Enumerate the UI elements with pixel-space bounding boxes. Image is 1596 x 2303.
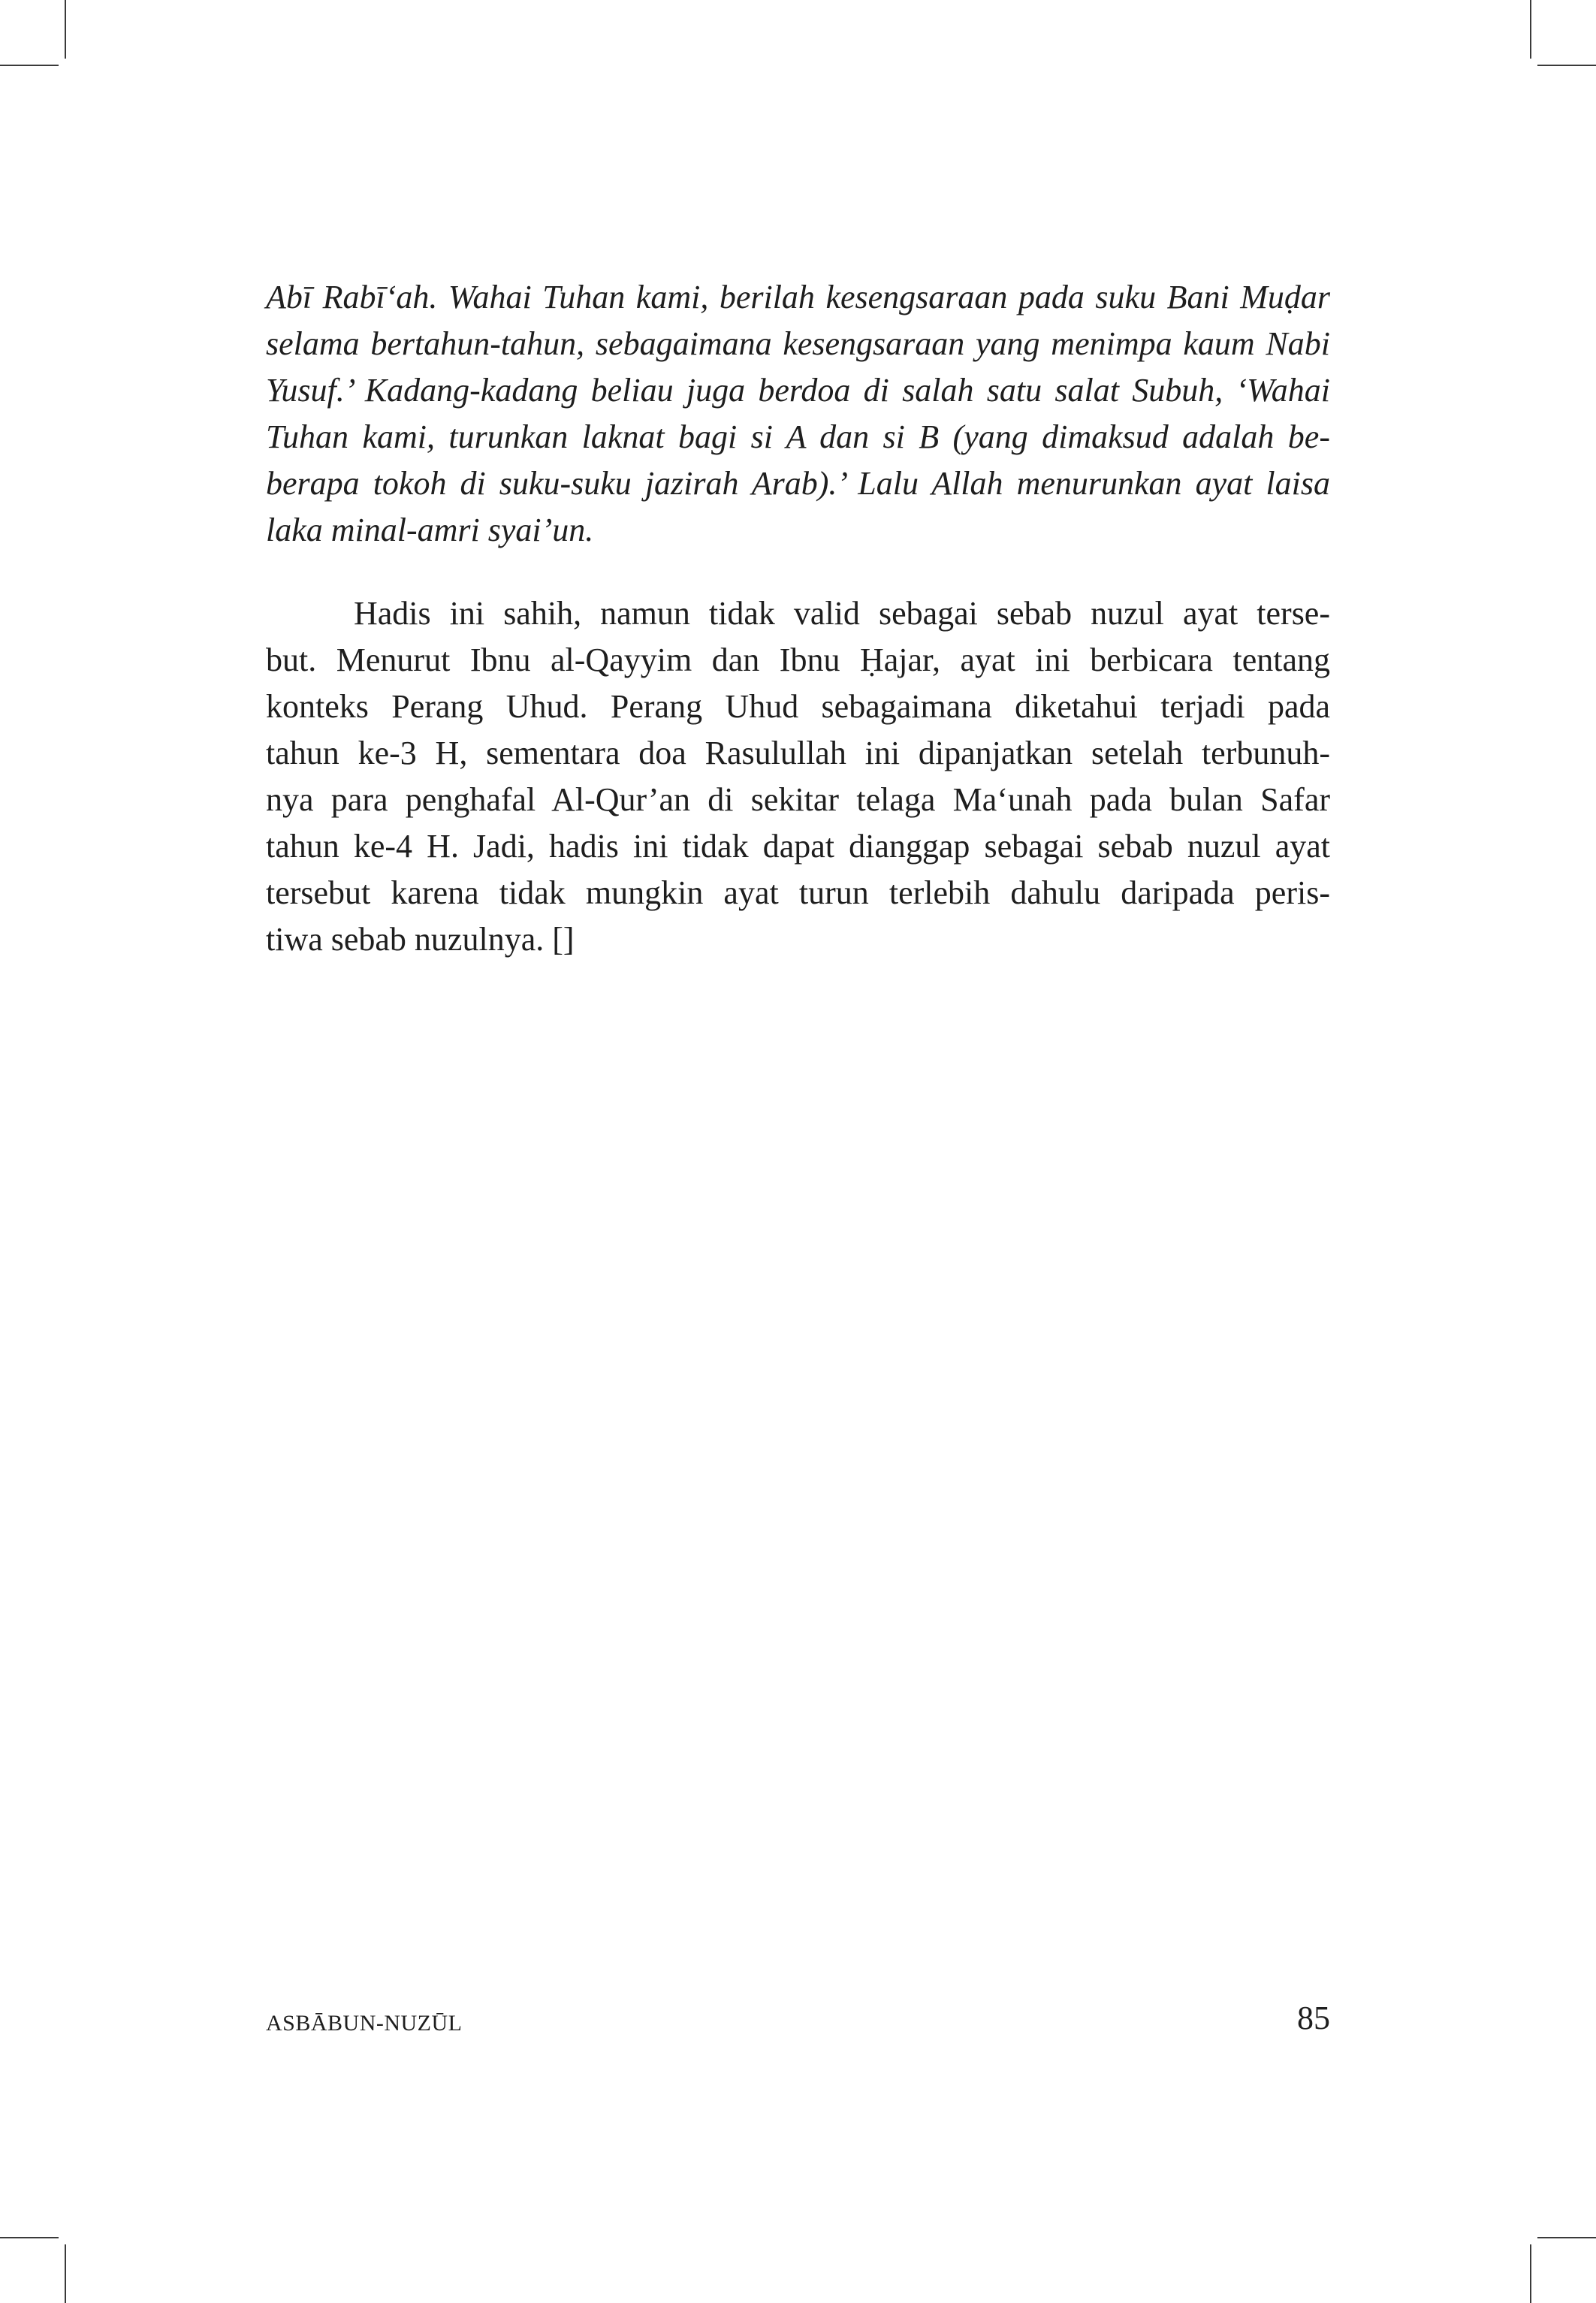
- body-line: tahun ke-4 H. Jadi, hadis ini tidak dapat dianggap sebagai sebab nuzul ayat: [266, 828, 1330, 865]
- crop-mark-top-right-vertical: [1530, 0, 1531, 59]
- body-line: but. Menurut Ibnu al-Qayyim dan Ibnu Ḥajar, ayat ini berbicara tentang: [266, 641, 1330, 678]
- body-line: tersebut karena tidak mungkin ayat turun terlebih dahulu daripada peris-: [266, 874, 1330, 911]
- body-paragraph: [266, 590, 1330, 963]
- crop-mark-bottom-right-vertical: [1530, 2244, 1531, 2303]
- page-number: 85: [1297, 2000, 1330, 2036]
- quote-line: Abī Rabī‘ah. Wahai Tuhan kami, berilah kesengsaraan pada suku Bani Muḍar: [266, 279, 1330, 315]
- body-line: konteks Perang Uhud. Perang Uhud sebagaimana diketahui terjadi pada: [266, 688, 1330, 725]
- quote-paragraph: [266, 274, 1330, 554]
- body-line: tiwa sebab nuzulnya. []: [266, 921, 575, 958]
- body-line: tahun ke-3 H, sementara doa Rasulullah ini dipanjatkan setelah terbunuh-: [266, 735, 1330, 771]
- quote-line: Tuhan kami, turunkan laknat bagi si A dan si B (yang dimaksud adalah be-: [266, 418, 1330, 455]
- body-line: nya para penghafal Al-Qur’an di sekitar telaga Ma‘unah pada bulan Safar: [266, 781, 1330, 818]
- quote-line: Yusuf.’ Kadang-kadang beliau juga berdoa di salah satu salat Subuh, ‘Wahai: [266, 372, 1330, 409]
- body-line: Hadis ini sahih, namun tidak valid sebagai sebab nuzul ayat terse-: [354, 595, 1330, 632]
- quote-line: selama bertahun-tahun, sebagaimana kesengsaraan yang menimpa kaum Nabi: [266, 325, 1330, 362]
- running-title: ASBĀBUN-NUZŪL: [266, 2011, 463, 2036]
- crop-mark-top-left-horizontal: [0, 65, 59, 66]
- crop-mark-bottom-left-vertical: [65, 2244, 66, 2303]
- quote-line: berapa tokoh di suku-suku jazirah Arab).’ Lalu Allah menurunkan ayat laisa: [266, 465, 1330, 502]
- quote-line: laka minal-amri syai’un.: [266, 512, 594, 548]
- crop-mark-bottom-left-horizontal: [0, 2237, 59, 2238]
- crop-mark-top-right-horizontal: [1537, 65, 1596, 66]
- crop-mark-bottom-right-horizontal: [1537, 2237, 1596, 2238]
- crop-mark-top-left-vertical: [65, 0, 66, 59]
